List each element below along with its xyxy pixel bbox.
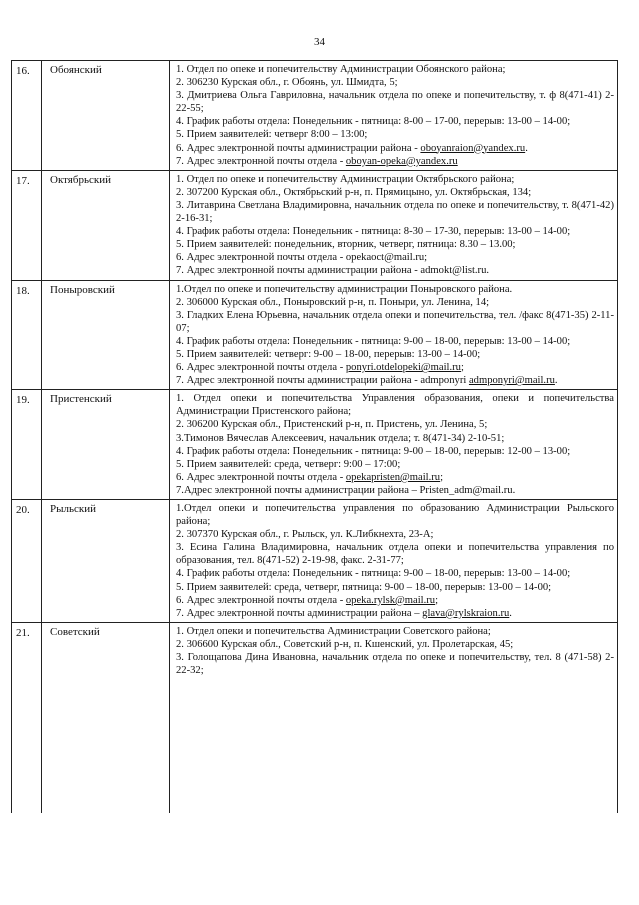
row-number: 19. xyxy=(12,390,42,499)
email-line xyxy=(176,361,614,374)
info-line: 1. Отдел опеки и попечительства Управления образования, опеки и попечительства Администрации Пристенского района; xyxy=(176,393,614,418)
email-prefix: 6. Адрес электронной почты отдела - xyxy=(176,471,346,483)
row-number: 16. xyxy=(12,61,42,170)
table-row xyxy=(12,170,617,280)
district-name: Пристенский xyxy=(42,390,170,499)
row-number: 21. xyxy=(12,623,42,813)
email-line xyxy=(176,374,614,387)
email-line xyxy=(176,251,614,264)
info-line: 2. 306000 Курская обл., Поныровский р-н, п. Поныри, ул. Ленина, 14; xyxy=(176,296,490,308)
row-number: 17. xyxy=(12,171,42,280)
email-line xyxy=(176,264,614,277)
info-line: 1.Отдел по опеке и попечительству администрации Поныровского района. xyxy=(176,283,513,295)
email-prefix: 7. Адрес электронной почты администрации района - xyxy=(176,265,421,277)
email-suffix: ; xyxy=(460,362,464,374)
info-line: 2. 306600 Курская обл., Советский р-н, п. Кшенский, ул. Пролетарская, 45; xyxy=(176,638,514,650)
district-name: Обоянский xyxy=(42,61,170,170)
email-suffix: . xyxy=(512,484,516,496)
district-name: Октябрьский xyxy=(42,171,170,280)
info-line: 3. Голощапова Дина Ивановна, начальник отдела по опеке и попечительству, тел. 8 (471-58) 2-22-32; xyxy=(176,652,614,677)
info-line: 4. График работы отдела: Понедельник - пятница: 8-00 – 17-00, перерыв: 13-00 – 14-00; xyxy=(176,116,571,128)
table-row xyxy=(12,622,617,813)
district-name: Поныровский xyxy=(42,281,170,390)
info-line: 1.Отдел опеки и попечительства управления по образованию Администрации Рыльского района; xyxy=(176,503,614,528)
info-line: 5. Прием заявителей: четверг 8:00 – 13:00; xyxy=(176,129,368,141)
email-suffix: . xyxy=(486,265,490,277)
info-line: 4. График работы отдела: Понедельник - пятница: 9-00 – 18-00, перерыв: 12-00 – 13-00; xyxy=(176,445,571,457)
table-row xyxy=(12,499,617,622)
info-line: 3. Есина Галина Владимировна, начальник отдела опеки и попечительства управления по образования, тел. 8(471-52) 2-19-98, факс. 2-31-77; xyxy=(176,542,614,567)
contacts-table xyxy=(11,60,618,813)
info-line: 4. График работы отдела: Понедельник - пятница: 9-00 – 18-00, перерыв: 13-00 – 14-00; xyxy=(176,568,571,580)
email-prefix: 7.Адрес электронной почты администрации района – xyxy=(176,484,420,496)
info-line: 3. Литаврина Светлана Владимировна, начальник отдела по опеке и попечительству, т. 8(471-42) 2-16-31; xyxy=(176,199,614,225)
contact-info xyxy=(170,61,617,170)
email-prefix: 6. Адрес электронной почты отдела - xyxy=(176,252,346,264)
page-number: 34 xyxy=(314,36,325,48)
info-line: 4. График работы отдела: Понедельник - пятница: 9-00 – 18-00, перерыв: 13-00 – 14-00; xyxy=(176,335,571,347)
email-suffix: ; xyxy=(440,471,444,483)
info-line: 3. Гладких Елена Юрьевна, начальник отдела опеки и попечительства, тел. /факс 8(471-35) 2-11-07; xyxy=(176,309,614,334)
email-suffix: . xyxy=(525,142,528,154)
info-line: 4. График работы отдела: Понедельник - пятница: 8-30 – 17-30, перерыв: 13-00 – 14-00; xyxy=(176,226,571,238)
email-line xyxy=(176,471,614,484)
table-row xyxy=(12,60,617,170)
email-link[interactable]: opekapristen@mail.ru xyxy=(345,471,441,483)
email-link[interactable]: oboyanraion@yandex.ru xyxy=(420,142,526,154)
email-link[interactable]: opeka.rylsk@mail.ru xyxy=(345,594,436,606)
info-line: 2. 306230 Курская обл., г. Обоянь, ул. Шмидта, 5; xyxy=(176,77,398,89)
table-row xyxy=(12,389,617,499)
email-prefix: 6. Адрес электронной почты администрации района - xyxy=(176,142,421,154)
email-text: opekaoct@mail.ru xyxy=(345,252,425,264)
email-line xyxy=(176,484,614,497)
email-link[interactable]: ponyri.otdelopeki@mail.ru xyxy=(345,362,461,374)
contact-info xyxy=(170,281,617,390)
email-prefix: 6. Адрес электронной почты отдела - xyxy=(176,594,346,606)
email-prefix: 7. Адрес электронной почты администрации района - admponyri xyxy=(176,375,469,387)
table-row xyxy=(12,280,617,390)
email-line xyxy=(176,142,614,155)
info-line: 1. Отдел опеки и попечительства Администрации Советского района; xyxy=(176,625,491,637)
contact-info xyxy=(170,171,617,280)
email-link[interactable]: admponyri@mail.ru xyxy=(468,375,555,387)
row-number: 18. xyxy=(12,281,42,390)
info-line: 2. 307200 Курская обл., Октябрьский р-н, п. Прямицыно, ул. Октябрьская, 134; xyxy=(176,186,532,198)
email-line xyxy=(176,594,614,607)
email-line xyxy=(176,155,614,168)
email-prefix: 7. Адрес электронной почты администрации района – xyxy=(176,607,423,619)
contact-info xyxy=(170,390,617,499)
info-line: 3. Дмитриева Ольга Гавриловна, начальник отдела по опеке и попечительству, т. ф 8(471-41) 2-22-55; xyxy=(176,90,614,115)
info-line: 2. 307370 Курская обл., г. Рыльск, ул. К.Либкнехта, 23-А; xyxy=(176,529,434,541)
email-suffix: . xyxy=(554,375,558,387)
info-line: 1. Отдел по опеке и попечительству Администрации Обоянского района; xyxy=(176,64,506,75)
info-line: 5. Прием заявителей: среда, четверг: 9:00 – 17:00; xyxy=(176,458,401,470)
email-suffix: . xyxy=(509,607,512,619)
district-name: Рыльский xyxy=(42,500,170,622)
info-line: 3.Тимонов Вячеслав Алексеевич, начальник отдела; т. 8(471-34) 2-10-51; xyxy=(176,432,505,444)
email-link[interactable]: glava@rylskraion.ru xyxy=(422,607,510,619)
contact-info xyxy=(170,623,617,813)
info-line: 5. Прием заявителей: четверг: 9-00 – 18-00, перерыв: 13-00 – 14-00; xyxy=(176,348,481,360)
email-link[interactable]: oboyan-opeka@yandex.ru xyxy=(345,155,458,167)
contact-info xyxy=(170,500,617,622)
info-line: 5. Прием заявителей: понедельник, вторник, четверг, пятница: 8.30 – 13.00; xyxy=(176,239,516,251)
email-suffix: ; xyxy=(424,252,428,264)
info-line: 2. 306200 Курская обл., Пристенский р-н, п. Пристень, ул. Ленина, 5; xyxy=(176,419,488,431)
info-line: 1. Отдел по опеке и попечительству Администрации Октябрьского района; xyxy=(176,173,515,185)
email-suffix: ; xyxy=(435,594,439,606)
district-name: Советский xyxy=(42,623,170,813)
row-number: 20. xyxy=(12,500,42,622)
info-line: 5. Прием заявителей: среда, четверг, пятница: 9-00 – 18-00, перерыв: 13-00 – 14-00; xyxy=(176,581,552,593)
email-prefix: 7. Адрес электронной почты отдела - xyxy=(176,155,346,167)
email-text: admokt@list.ru xyxy=(420,265,487,277)
email-text: Pristen_adm@mail.ru xyxy=(419,484,513,496)
email-prefix: 6. Адрес электронной почты отдела - xyxy=(176,362,346,374)
email-line xyxy=(176,607,614,620)
